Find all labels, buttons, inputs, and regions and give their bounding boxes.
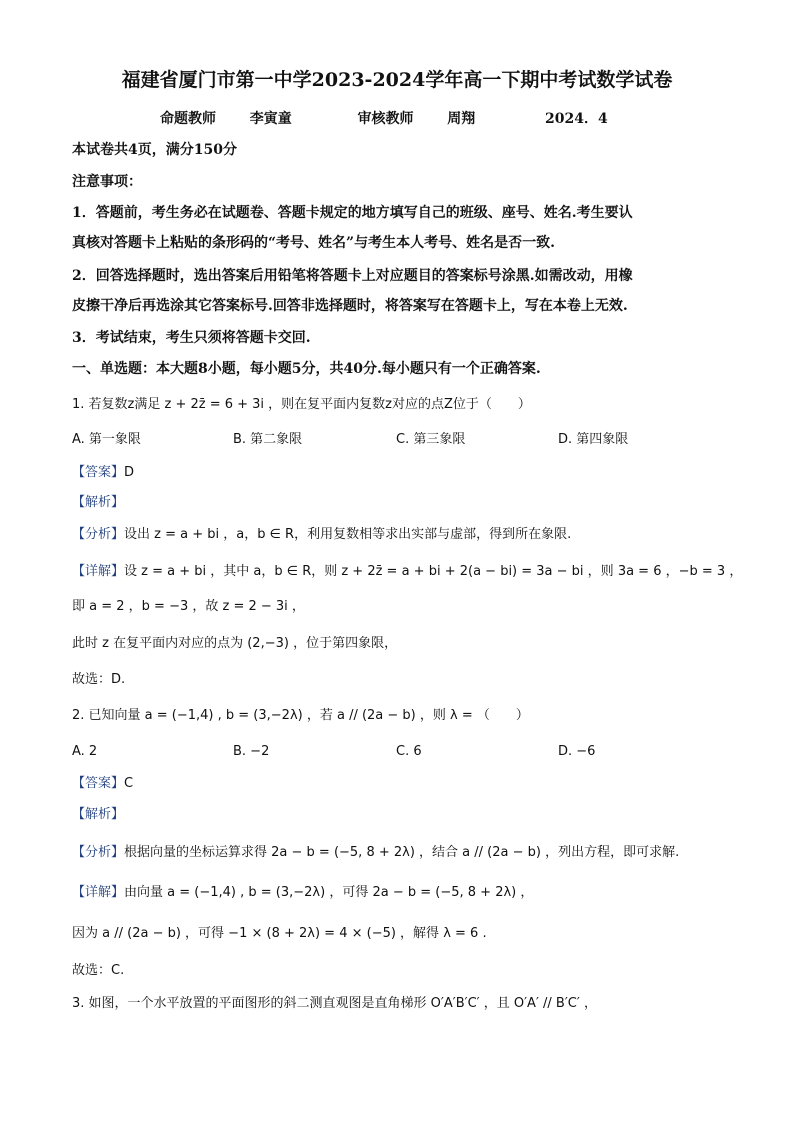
exam-meta [160,109,608,129]
q2-fenxi-text: 根据向量的坐标运算求得 2a − b = (−5, 8 + 2λ) ，结合 a // (2a − b) ，列出方程，即可求解. [124,845,680,860]
q1-xiangjie-line-2: 即 a = 2 ，b = −3 ，故 z = 2 − 3i ， [72,599,305,614]
notice-1a: 1．答题前，考生务必在试题卷、答题卡规定的地方填写自己的班级、座号、姓名.考生要认 [72,205,633,221]
q2-fenxi [72,842,679,863]
exam-title: 福建省厦门市第一中学2023-2024学年高一下期中考试数学试卷 [121,69,673,91]
notice-1b: 真核对答题卡上粘贴的条形码的“考号、姓名”与考生本人考号、姓名是否一致. [72,235,555,251]
notice-heading: 注意事项： [72,174,142,190]
setter-label: 命题教师 [160,111,216,127]
q1-fenxi [72,524,571,545]
q1-answer [72,462,134,483]
q1-conclusion: 故选：D. [72,672,126,687]
q2-fenxi-tag: 【分析】 [72,845,125,860]
q2-conclusion: 故选：C. [72,963,125,978]
q1-option-b: B. 第二象限 [233,432,303,447]
q2-answer-value: C [124,776,134,791]
reviewer-label: 审核教师 [357,111,414,127]
q1-answer-value: D [124,465,135,480]
q1-stem: 1. 若复数z满足 z + 2z̄ = 6 + 3i ，则在复平面内复数z对应的点Z位于（ ） [72,397,531,412]
q1-answer-tag: 【答案】 [72,465,125,480]
q2-xiangjie-tag: 【详解】 [72,885,125,900]
q1-option-c: C. 第三象限 [396,432,466,447]
q1-option-a: A. 第一象限 [72,432,141,447]
q1-xiangjie-tag: 【详解】 [72,564,125,579]
q2-option-c: C. 6 [396,744,422,759]
q2-xiangjie [72,882,533,903]
q1-xiangjie [72,561,742,582]
q2-answer [72,773,133,794]
notice-2a: 2．回答选择题时，选出答案后用铅笔将答题卡上对应题目的答案标号涂黑.如需改动，用橡 [72,268,633,284]
exam-date: 2024．4 [545,111,608,127]
q1-analysis-tag: 【解析】 [72,495,125,510]
q2-option-a: A. 2 [72,744,98,759]
notice-3: 3．考试结束，考生只须将答题卡交回. [72,330,311,346]
q2-xiangjie-line-2: 因为 a // (2a − b) ，可得 −1 × (8 + 2λ) = 4 × (−5) ，解得 λ = 6 . [72,926,487,941]
q2-xiangjie-line-1: 由向量 a = (−1,4) , b = (3,−2λ) ，可得 2a − b = (−5, 8 + 2λ) ， [124,885,534,900]
notice-2b: 皮擦干净后再选涂其它答案标号.回答非选择题时，将答案写在答题卡上，写在本卷上无效. [72,298,628,314]
q1-fenxi-text: 设出 z = a + bi ，a，b ∈ R，利用复数相等求出实部与虚部，得到所在象限. [124,527,572,542]
q1-xiangjie-line-1: 设 z = a + bi ，其中 a，b ∈ R，则 z + 2z̄ = a + bi + 2(a − bi) = 3a − bi ，则 3a = 6 ，−b = 3 ， [124,564,743,579]
section-1-heading: 一、单选题：本大题8小题，每小题5分，共40分.每小题只有一个正确答案. [72,361,541,377]
q1-option-d: D. 第四象限 [558,432,629,447]
q2-analysis-tag: 【解析】 [72,807,125,822]
q2-stem: 2. 已知向量 a = (−1,4) , b = (3,−2λ) ，若 a // (2a − b) ，则 λ = （ ） [72,708,529,723]
pages-score: 本试卷共4页，满分150分 [72,142,237,158]
q2-option-b: B. −2 [233,744,270,759]
reviewer-name: 周翔 [447,111,476,127]
q1-xiangjie-line-3: 此时 z 在复平面内对应的点为 (2,−3) ，位于第四象限， [72,636,398,651]
q2-option-d: D. −6 [558,744,596,759]
q1-fenxi-tag: 【分析】 [72,527,125,542]
setter-name: 李寅童 [249,111,292,127]
q2-answer-tag: 【答案】 [72,776,125,791]
q3-stem: 3. 如图，一个水平放置的平面图形的斜二测直观图是直角梯形 O′A′B′C′ ，且 O′A′ // B′C′ ， [72,996,597,1011]
